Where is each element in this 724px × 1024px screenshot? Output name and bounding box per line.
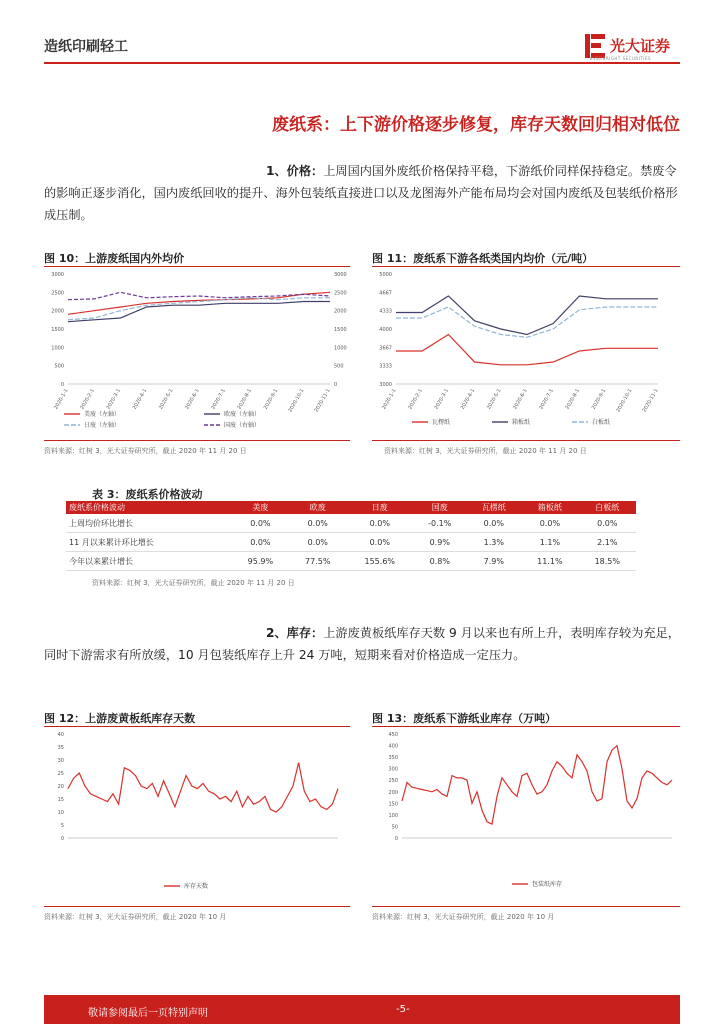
table-row — [66, 514, 636, 533]
x-tick-label: 2020-10-1 — [287, 388, 306, 414]
paragraph-price — [44, 160, 680, 226]
y-tick-label: 5 — [60, 823, 64, 829]
table-cell: 0.0% — [346, 533, 413, 552]
paragraph-lead: 2、库存： — [266, 626, 324, 640]
fig10-source: 资料来源：红树 3，光大证券研究所，截止 2020 年 11 月 20 日 — [44, 447, 247, 455]
y-tick-label: 0 — [60, 382, 64, 388]
paragraph-inventory — [44, 622, 680, 666]
y-tick-label: 15 — [57, 797, 64, 803]
table-row — [66, 533, 636, 552]
x-tick-label: 2020-1-1 — [381, 388, 398, 411]
fig13-chart — [372, 728, 682, 906]
table-cell: 0.0% — [579, 514, 636, 533]
y-tick-label: 4667 — [379, 290, 392, 297]
legend-label: 库存天数 — [184, 883, 209, 890]
table-cell: 155.6% — [346, 552, 413, 571]
x-tick-label: 2020-7-1 — [210, 388, 227, 411]
brand-name: 光大证券 — [610, 37, 671, 55]
table3-title: 表 3：废纸系价格波动 — [92, 488, 203, 501]
legend-label: 箱板纸 — [512, 419, 531, 426]
y-tick-label: 2500 — [51, 290, 64, 297]
x-tick-label: 2020-5-1 — [485, 388, 503, 411]
series-line-2 — [68, 302, 330, 322]
table3-header-cell: 白板纸 — [579, 501, 636, 514]
x-tick-label: 2020-8-1 — [564, 388, 582, 411]
legend-label: 瓦楞纸 — [432, 419, 451, 426]
y-tick-label: 250 — [388, 778, 398, 785]
y-tick-label: 0 — [60, 836, 64, 842]
fig11-title: 图 11：废纸系下游各纸类国内均价（元/吨） — [372, 252, 594, 265]
fig12-bottom-rule — [44, 906, 350, 907]
y-tick-label: 25 — [57, 771, 64, 777]
y-tick-label: 3667 — [379, 345, 392, 352]
x-tick-label: 2020-3-1 — [105, 388, 123, 411]
y-tick-label: 1500 — [51, 327, 64, 333]
x-tick-label: 2020-4-1 — [459, 388, 477, 411]
y-tick-label: 200 — [388, 789, 398, 796]
x-tick-label: 2020-11-1 — [313, 388, 332, 414]
x-tick-label: 2020-2-1 — [79, 388, 96, 411]
table3-header-cell: 美废 — [232, 501, 289, 514]
y-tick-label: 40 — [57, 732, 64, 738]
fig10-title: 图 10：上游废纸国内外均价 — [44, 252, 185, 265]
fig13-title: 图 13：废纸系下游纸业库存（万吨） — [372, 712, 557, 725]
y2-tick-label: 2000 — [334, 308, 347, 315]
table-cell: 1.1% — [521, 533, 578, 552]
table-cell: 0.0% — [289, 514, 346, 533]
table-cell: 上周均价环比增长 — [66, 514, 232, 533]
series-line-3 — [396, 307, 658, 337]
table-cell: 11 月以来累计环比增长 — [66, 533, 232, 552]
table-cell: 0.0% — [346, 514, 413, 533]
y-tick-label: 0 — [394, 836, 398, 842]
table3-source: 资料来源：红树 3，光大证券研究所，截止 2020 年 11 月 20 日 — [92, 579, 295, 587]
y2-tick-label: 1500 — [334, 327, 347, 333]
y-tick-label: 3333 — [379, 363, 392, 370]
header-section-title: 造纸印刷轻工 — [44, 39, 128, 55]
header-divider — [44, 62, 680, 64]
page-number: -5- — [396, 1004, 410, 1015]
x-tick-label: 2020-1-1 — [53, 388, 70, 411]
footer-disclaimer-link[interactable]: 敬请参阅最后一页特别声明 — [88, 1008, 208, 1019]
y2-tick-label: 2500 — [334, 290, 347, 297]
legend-label: 欧废（左轴） — [224, 411, 261, 418]
y-tick-label: 400 — [388, 743, 398, 750]
x-tick-label: 2020-7-1 — [538, 388, 555, 411]
table-cell: 0.0% — [466, 514, 521, 533]
x-tick-label: 2020-9-1 — [262, 388, 280, 411]
y-tick-label: 20 — [57, 784, 64, 790]
y-tick-label: 4000 — [379, 327, 392, 333]
table3-header-row — [66, 501, 636, 514]
y-tick-label: 500 — [54, 363, 64, 370]
table-cell: 7.9% — [466, 552, 521, 571]
y2-tick-label: 500 — [334, 363, 344, 370]
legend-label: 日废（左轴） — [84, 422, 121, 429]
legend-label: 包装纸库存 — [532, 881, 563, 888]
table-cell: 18.5% — [579, 552, 636, 571]
y2-tick-label: 1000 — [334, 345, 347, 352]
fig10-title-rule — [44, 266, 350, 267]
table-cell: 95.9% — [232, 552, 289, 571]
table3-grid — [66, 501, 636, 571]
y-tick-label: 450 — [388, 732, 398, 738]
y-tick-label: 2000 — [51, 308, 64, 315]
brand-logo-icon — [585, 34, 605, 58]
fig10-bottom-rule — [44, 440, 350, 441]
fig12-source: 资料来源：红树 3，光大证券研究所，截止 2020 年 10 月 — [44, 913, 227, 921]
table-cell: 0.0% — [232, 514, 289, 533]
legend-label: 美废（左轴） — [84, 411, 121, 418]
fig11-title-rule — [372, 266, 680, 267]
series-line-2 — [396, 296, 658, 335]
fig12-chart — [44, 728, 354, 906]
x-tick-label: 2020-5-1 — [157, 388, 175, 411]
table-cell: 77.5% — [289, 552, 346, 571]
table-row — [66, 552, 636, 571]
legend-label: 国废（右轴） — [224, 422, 261, 429]
y-tick-label: 30 — [57, 758, 64, 764]
x-tick-label: 2020-9-1 — [590, 388, 608, 411]
y2-tick-label: 0 — [334, 382, 338, 388]
table3 — [66, 501, 636, 571]
table-cell: 2.1% — [579, 533, 636, 552]
y-tick-label: 150 — [388, 801, 398, 808]
fig11-chart — [372, 268, 682, 438]
paragraph-lead: 1、价格： — [266, 164, 324, 178]
y-tick-label: 3000 — [379, 382, 392, 388]
y-tick-label: 350 — [388, 755, 398, 762]
table-cell: 11.1% — [521, 552, 578, 571]
table-cell: 0.0% — [289, 533, 346, 552]
paragraph-body: 上周国内国外废纸价格保持平稳，下游纸价同样保持稳定。禁废令的影响正逐步消化，国内废纸回收的提升、海外包装纸直接进口以及龙图海外产能布局均会对国内废纸及包装纸价格形成压制。 — [44, 164, 678, 222]
x-tick-label: 2020-8-1 — [236, 388, 254, 411]
series-line-1 — [68, 763, 338, 812]
x-tick-label: 2020-2-1 — [407, 388, 424, 411]
table-cell: 1.3% — [466, 533, 521, 552]
y-tick-label: 50 — [391, 824, 398, 831]
table-cell: 0.0% — [232, 533, 289, 552]
table-cell: 0.8% — [413, 552, 466, 571]
fig10-chart — [44, 268, 354, 438]
y-tick-label: 1000 — [51, 345, 64, 352]
fig13-title-rule — [372, 726, 680, 727]
table-cell: -0.1% — [413, 514, 466, 533]
table3-header-cell: 国废 — [413, 501, 466, 514]
table3-header-cell: 欧废 — [289, 501, 346, 514]
y-tick-label: 35 — [57, 745, 64, 751]
y-tick-label: 10 — [57, 810, 64, 816]
table3-header-cell: 日废 — [346, 501, 413, 514]
y-tick-label: 300 — [388, 766, 398, 773]
x-tick-label: 2020-3-1 — [433, 388, 451, 411]
table-cell: 今年以来累计增长 — [66, 552, 232, 571]
x-tick-label: 2020-6-1 — [512, 388, 529, 411]
table3-header-cell: 瓦楞纸 — [466, 501, 521, 514]
x-tick-label: 2020-6-1 — [184, 388, 201, 411]
x-tick-label: 2020-10-1 — [615, 388, 634, 414]
table3-header-cell: 废纸系价格波动 — [66, 501, 232, 514]
series-line-1 — [396, 335, 658, 365]
series-line-1 — [402, 746, 672, 825]
table-cell: 0.9% — [413, 533, 466, 552]
y2-tick-label: 3000 — [334, 272, 347, 278]
y-tick-label: 100 — [388, 812, 398, 819]
y-tick-label: 3000 — [51, 272, 64, 278]
table-cell: 0.0% — [521, 514, 578, 533]
fig12-title: 图 12：上游废黄板纸库存天数 — [44, 712, 196, 725]
fig12-title-rule — [44, 726, 350, 727]
y-tick-label: 4333 — [379, 308, 392, 315]
legend-label: 白板纸 — [592, 419, 611, 426]
x-tick-label: 2020-11-1 — [641, 388, 660, 414]
brand-name-en: EVERBRIGHT SECURITIES — [590, 56, 652, 61]
fig13-source: 资料来源：红树 3，光大证券研究所，截止 2020 年 10 月 — [372, 913, 555, 921]
paragraph-body: 上游废黄板纸库存天数 9 月以来也有所上升，表明库存较为充足，同时下游需求有所放缓，10 月包装纸库存上升 24 万吨，短期来看对价格造成一定压力。 — [44, 626, 680, 662]
table3-header-cell: 箱板纸 — [521, 501, 578, 514]
section-title: 废纸系：上下游价格逐步修复，库存天数回归相对低位 — [272, 115, 680, 135]
y-tick-label: 5000 — [379, 272, 392, 278]
fig13-bottom-rule — [372, 906, 680, 907]
fig11-source: 资料来源：红树 3，光大证券研究所，截止 2020 年 11 月 20 日 — [384, 447, 587, 455]
fig11-bottom-rule — [372, 440, 680, 441]
x-tick-label: 2020-4-1 — [131, 388, 149, 411]
